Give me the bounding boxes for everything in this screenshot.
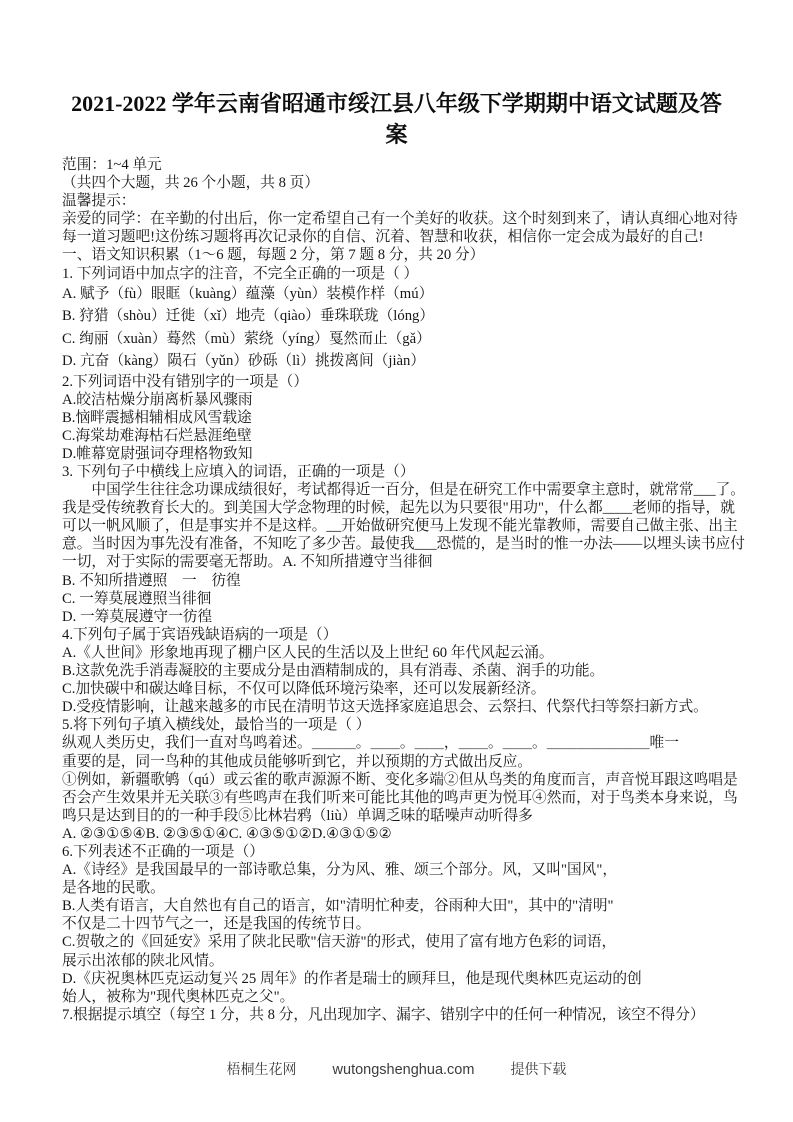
text-line: 不仅是二十四节气之一，还是我国的传统节日。 [62,916,371,933]
text-line: C.海棠劫难海枯石烂悬涯绝壁 [62,427,252,444]
text-line: B. 不知所措遵照 一 彷徨 [62,572,241,589]
text-line: B.恼畔震撼相辅相成风雪载途 [62,409,252,426]
text-line: C.贺敬之的《回延安》采用了陕北民歌"信天游"的形式，使用了富有地方色彩的词语， [62,934,617,951]
text-line: C. 一筹莫展遵照当徘徊 [62,590,212,607]
text-line: 我是受传统教育长大的。到美国大学念物理的时候，起先以为只要很"用功"，什么都____老师的指导，就 [62,500,735,517]
text-line: 一、语文知识积累（1～6 题，每题 2 分，第 7 题 8 分，共 20 分） [62,247,485,264]
text-line: （共四个大题，共 26 个小题，共 8 页） [62,175,320,192]
text-line: C. 绚丽（xuàn）蓦然（mù）萦绕（yíng）戛然而止（gǎ） [62,330,431,347]
text-line: 7.根据提示填空（每空 1 分，共 8 分，凡出现加字、漏字、错别字中的任何一种情况，该空不得分） [62,1006,705,1023]
text-line: D.受疫情影响，让越来越多的市民在清明节这天选择家庭追思会、云祭扫、代祭代扫等祭扫新方式。 [62,699,708,716]
text-line: 4.下列句子属于宾语残缺语病的一项是（） [62,626,338,643]
text-line: 5.将下列句子填入横线处，最恰当的一项是（ ） [62,717,371,734]
text-line: 中国学生往往念功课成绩很好，考试都得近一百分，但是在研究工作中需要拿主意时，就常常___了。 [91,482,745,499]
text-line: 2.下列词语中没有错别字的一项是（） [62,373,309,390]
text-line: 3. 下列句子中横线上应填入的词语，正确的一项是（） [62,464,415,480]
text-line: A. 赋予（fù）眼眶（kuàng）蕴藻（yùn）装模作样（mú） [62,285,434,302]
text-line: A.《人世间》形象地再现了棚户区人民的生活以及上世纪 60 年代风起云涌。 [62,644,554,661]
text-line: B.这款免洗手消毒凝胶的主要成分是由酒精制成的，具有消毒、杀菌、润手的功能。 [62,663,605,680]
text-line: 亲爱的同学：在辛勤的付出后，你一定希望自己有一个美好的收获。这个时刻到来了，请认真细心地对待 [62,211,738,228]
text-line: A.皎洁枯燥分崩离析暴风骤雨 [62,391,253,408]
text-line: 是各地的民歌。 [62,880,165,897]
exam-body [62,156,752,1024]
text-line: D. 一筹莫展遵守一彷徨 [62,608,213,625]
text-line: 否会产生效果并无关联③有些鸣声在我们听来可能比其他的鸣声更为悦耳④然而，对于鸟类本身来说，鸟 [62,789,738,806]
text-line: B. 狩猎（shòu）迁徙（xǐ）地壳（qiào）垂珠联珑（lóng） [62,308,435,325]
text-line: 范围：1~4 单元 [62,157,162,173]
text-line: D.帷幕宽尉强词夺理格物致知 [62,445,253,462]
footer-site-url[interactable]: wutongshenghua.com [332,1062,475,1078]
text-line: 每一道习题吧!这份练习题将再次记录你的自信、沉着、智慧和收获，相信你一定会成为最好的自己! [62,229,704,246]
text-line: 鸣只是达到目的的一种手段⑤比林岩鸦（liù）单调乏味的聒噪声动听得多 [62,807,533,824]
page-footer [0,1059,793,1079]
text-line: D. 亢奋（kàng）陨石（yǔn）砂砾（lì）挑拨离间（jiàn） [62,353,426,370]
text-line: 重要的是，同一鸟种的其他成员能够听到它，并以预期的方式做出反应。 [62,753,533,770]
footer-site-name: 梧桐生花网 [226,1063,297,1078]
text-line: 6.下列表述不正确的一项是（） [62,843,264,860]
text-line: 纵观人类历史，我们一直对鸟鸣着述。＿＿＿。＿＿。＿＿，＿＿。＿＿。＿＿＿＿＿＿＿唯一 [62,735,679,752]
text-line: B.人类有语言，大自然也有自己的语言，如"清明忙种麦，谷雨种大田"，其中的"清明" [62,898,614,915]
text-line: D.《庆祝奥林匹克运动复兴 25 周年》的作者是瑞士的顾拜旦，他是现代奥林匹克运动的创 [62,970,642,987]
text-line: A.《诗经》是我国最早的一部诗歌总集，分为风、雅、颂三个部分。风，又叫"国风"， [62,862,618,879]
footer-download-text: 提供下载 [510,1063,567,1078]
text-line: 温馨提示： [62,193,136,210]
text-line: 一切，对于实际的需要毫无帮助。A. 不知所措遵守当徘徊 [62,554,433,571]
text-line: 意。当时因为事先没有准备，不知吃了多少苦。最使我___恐慌的，是当时的惟一办法——以埋头读书应付 [62,536,745,553]
text-line: 始人，被称为"现代奥林匹克之父"。 [62,988,295,1005]
text-line: 展示出浓郁的陕北风情。 [62,952,224,969]
text-line: ①例如，新疆歌鸲（qú）或云雀的歌声源源不断、变化多端②但从鸟类的角度而言，声音悦耳跟这鸣唱是 [62,771,738,788]
text-line: C.加快碳中和碳达峰目标，不仅可以降低环境污染率，还可以发展新经济。 [62,681,546,698]
page-title-line2: 案 [385,122,408,147]
text-line: A. ②③①⑤④B. ②③⑤①④C. ④③⑤①②D.④③①⑤② [62,825,392,842]
page-title [47,88,747,150]
text-line: 1. 下列词语中加点字的注音，不完全正确的一项是（ ） [62,265,419,282]
page-title-line1: 2021-2022 学年云南省昭通市绥江县八年级下学期期中语文试题及答 [71,91,722,116]
text-line: 可以一帆风顺了，但是事实并不是这样。__开始做研究便马上发现不能光靠教师，需要自己做主张、出主 [62,518,738,535]
